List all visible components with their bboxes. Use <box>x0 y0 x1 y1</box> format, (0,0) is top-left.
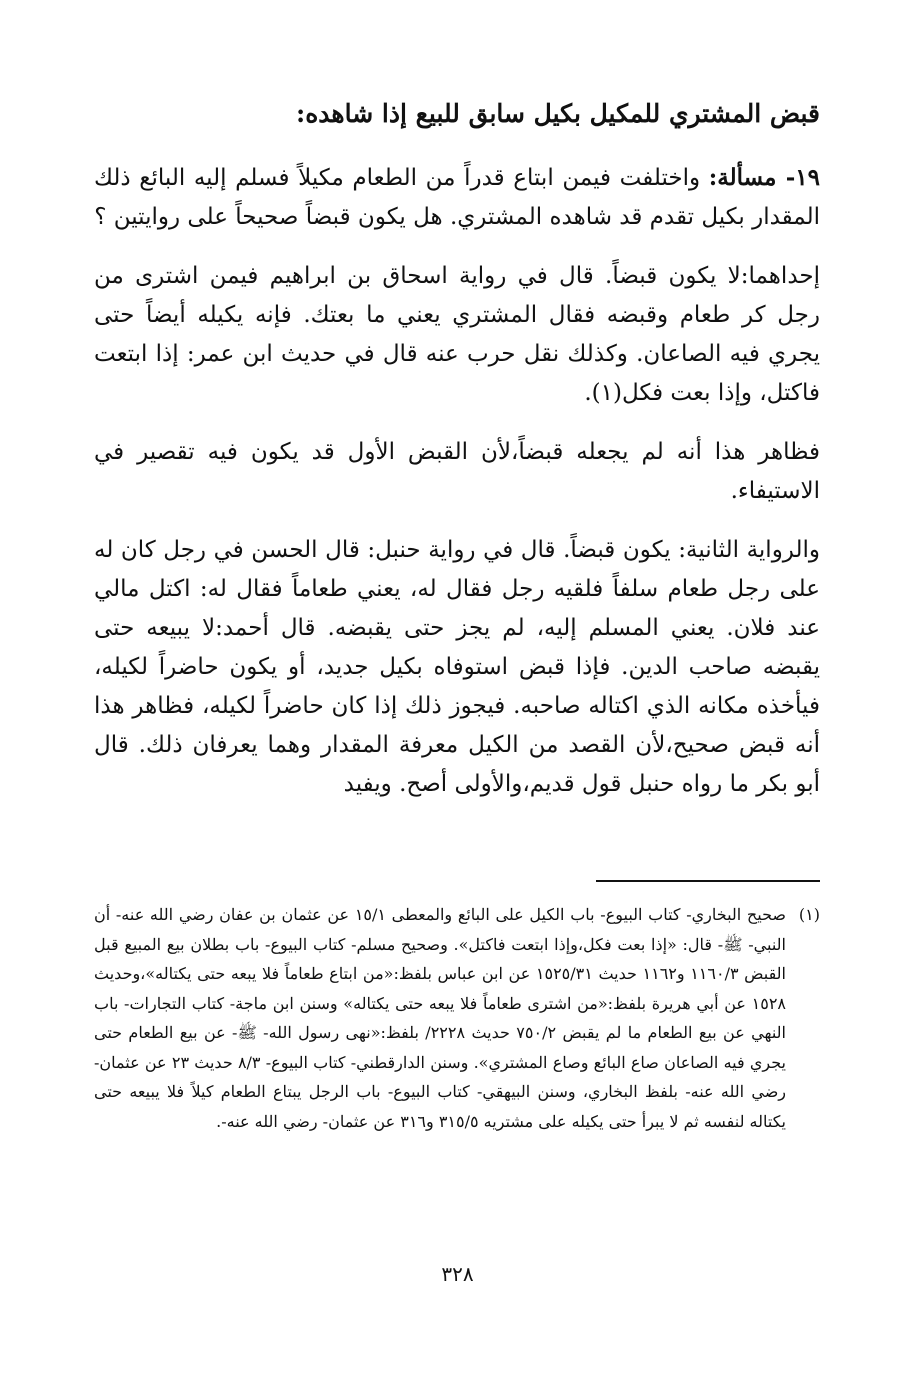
footnote-text: صحيح البخاري- كتاب البيوع- باب الكيل على البائع والمعطى ١٥/١ عن عثمان بن عفان رضي الله عنه- أن النبي- ﷺ- قال: «إذا بعت فكل،وإذا ابتعت فاكتل». وصحيح مسلم- كتاب البيوع- باب بطلان بيع المبيع قبل القبض ١١٦٠/٣ و١١٦٢ حديث ١٥٢٥/٣١ عن ابن عباس بلفظ:«من ابتاع طعاماً فلا يبعه حتى يكتاله»،وحديث ١٥٢٨ عن أبي هريرة بلفظ:«من اشترى طعاماً فلا يبعه حتى يكتاله» وسنن ابن ماجة- كتاب التجارات- باب النهي عن بيع الطعام ما لم يقبض ٧٥٠/٢ حديث ٢٢٢٨/ بلفظ:«نهى رسول الله- ﷺ- عن بيع الطعام حتى يجري فيه الصاعان صاع البائع وصاع المشتري». وسنن الدارقطني- كتاب البيوع- ٨/٣ حديث ٢٣ عن عثمان- رضي الله عنه- بلفظ البخاري، وسنن البيهقي- كتاب البيوع- باب الرجل يبتاع الطعام كيلاً فلا يبيعه حتى يكتاله لنفسه ثم لا يبرأ حتى يكيله على مشتريه ٣١٥/٥ و٣١٦ عن عثمان- رضي الله عنه-. <box>94 905 787 1131</box>
paragraph-second-narration: والرواية الثانية: يكون قبضاً. قال في رواية حنبل: قال الحسن في رجل كان له على رجل طعام سلفاً فلقيه رجل فقال له، يعني طعاماً فقال له: اكتل مالي عند فلان. يعني المسلم إليه، لم يجز حتى يقبضه. قال أحمد:لا يبيعه حتى يقبضه صاحب الدين. فإذا قبض استوفاه بكيل جديد، أو يكون حاضراً لكيله، فيأخذه مكانه الذي اكتاله صاحبه. فيجوز ذلك إذا كان حاضراً لكيله، فظاهر هذا أنه قبض صحيح،لأن القصد من الكيل معرفة المقدار وهما يعرفان ذلك. قال أبو بكر ما رواه حنبل قول قديم،والأولى أصح. ويفيد <box>94 537 820 797</box>
issue-number: ١٩- مسألة: <box>708 164 820 191</box>
footnote-divider <box>596 880 820 882</box>
paragraph-text: واختلفت فيمن ابتاع قدراً من الطعام مكيلاً فسلم إليه البائع ذلك المقدار بكيل تقدم قد شاهده المشتري. هل يكون قبضاً صحيحاً على روايتين ؟ <box>94 165 820 230</box>
paragraph-apparent-meaning: فظاهر هذا أنه لم يجعله قبضاً،لأن القبض الأول قد يكون فيه تقصير في الاستيفاء. <box>94 439 820 504</box>
footnote <box>94 900 820 1136</box>
section-heading: قبض المشتري للمكيل بكيل سابق للبيع إذا شاهده: <box>295 99 820 128</box>
paragraph-first-narration: إحداهما:لا يكون قبضاً. قال في رواية اسحاق بن ابراهيم فيمن اشترى من رجل كر طعام وقبضه فقال المشتري يعني ما بعتك. فإنه يكيله أيضاً حتى يجري فيه الصاعان. وكذلك نقل حرب عنه قال في حديث ابن عمر: إذا ابتعت فاكتل، وإذا بعت فكل(١). <box>94 263 820 406</box>
main-text <box>94 158 820 824</box>
footnotes <box>94 900 820 1136</box>
footnote-marker: (١) <box>798 905 820 924</box>
paragraph-issue-19 <box>94 158 820 237</box>
page-number: ٣٢٨ <box>441 1262 474 1286</box>
